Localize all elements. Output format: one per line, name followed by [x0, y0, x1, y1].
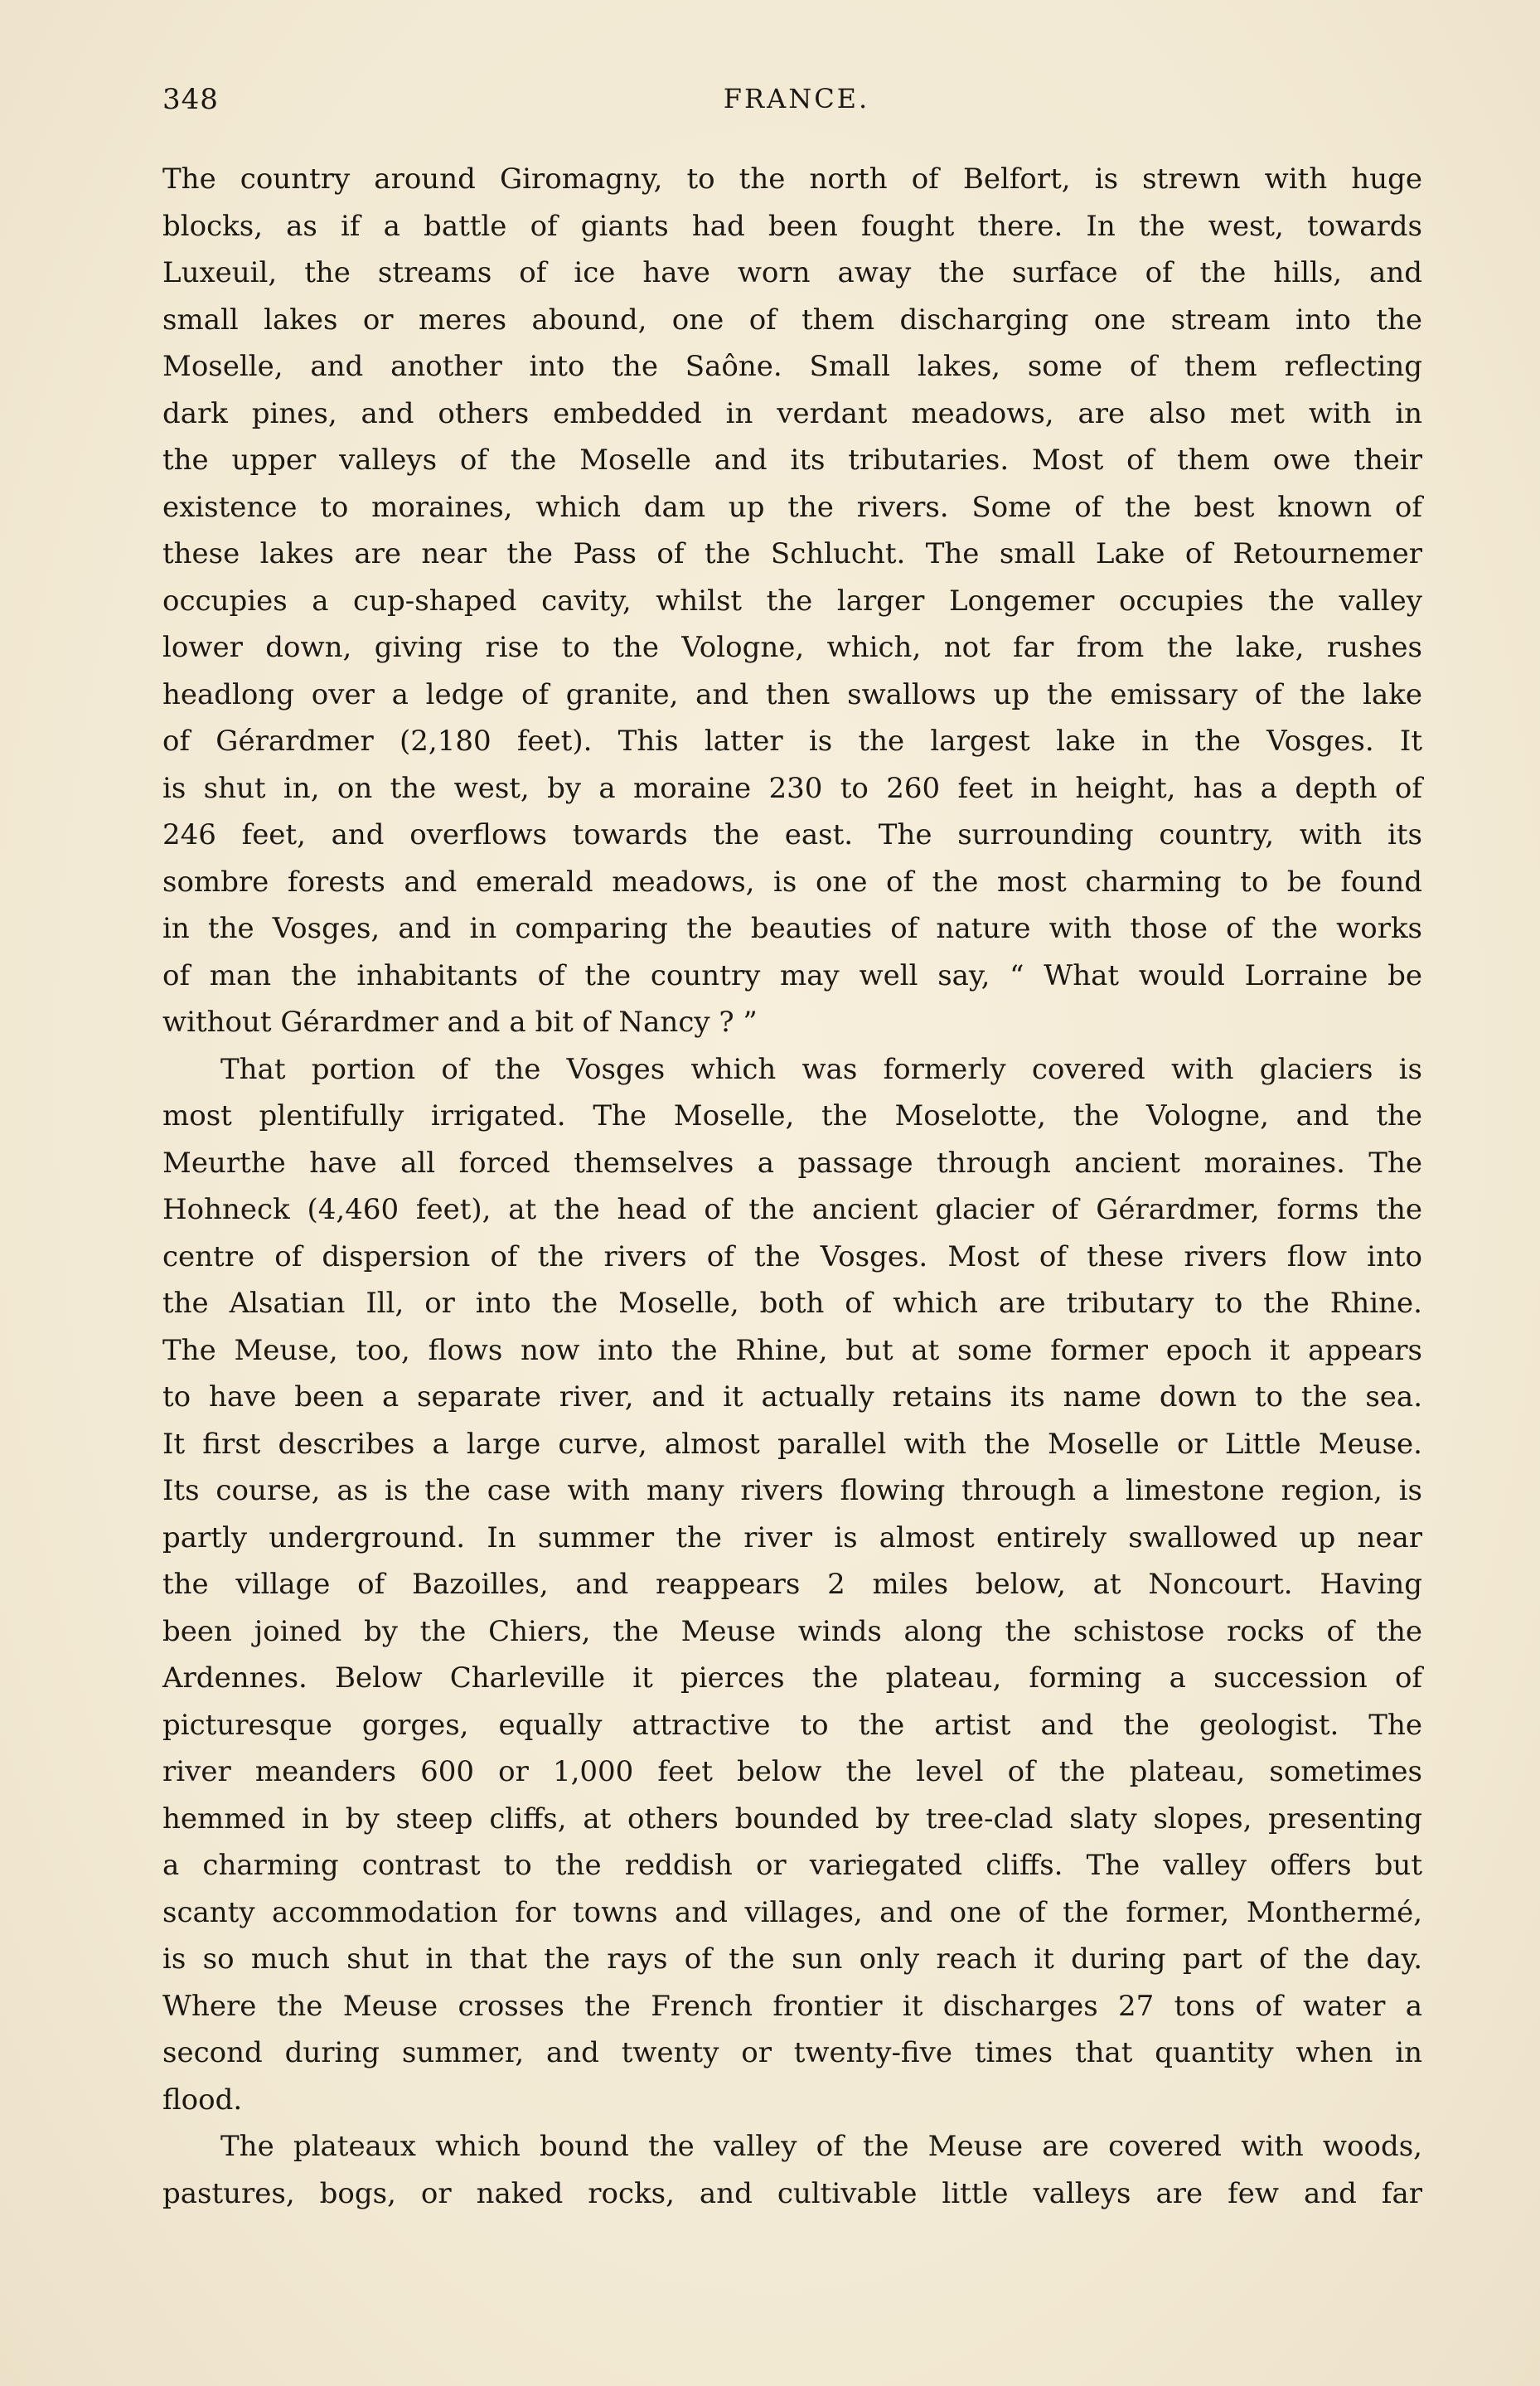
running-head — [162, 83, 1431, 133]
text-line: pastures, bogs, or naked rocks, and cultivable little valleys are few and far — [162, 2176, 1422, 2210]
text-line: Meurthe have all forced themselves a passage through ancient moraines. The — [162, 1146, 1422, 1180]
text-line: lower down, giving rise to the Vologne, which, not far from the lake, rushes — [162, 631, 1422, 664]
text-line: the upper valleys of the Moselle and its tributaries. Most of them owe their — [162, 444, 1422, 477]
text-line: scanty accommodation for towns and villages, and one of the former, Monthermé, — [162, 1895, 1422, 1929]
text-line: to have been a separate river, and it actually retains its name down to the sea. — [162, 1380, 1422, 1414]
text-line: second during summer, and twenty or twenty-five times that quantity when in — [162, 2036, 1422, 2069]
paragraph — [162, 1046, 1422, 2124]
page-number: 348 — [162, 83, 219, 116]
text-line: these lakes are near the Pass of the Schlucht. The small Lake of Retournemer — [162, 537, 1422, 570]
text-line: small lakes or meres abound, one of them discharging one stream into the — [162, 303, 1422, 337]
text-line: occupies a cup-shaped cavity, whilst the larger Longemer occupies the valley — [162, 584, 1422, 618]
text-line: The plateaux which bound the valley of the Meuse are covered with woods, — [220, 2130, 1422, 2163]
text-line: Luxeuil, the streams of ice have worn away the surface of the hills, and — [162, 256, 1422, 289]
text-line: Hohneck (4,460 feet), at the head of the ancient glacier of Gérardmer, forms the — [162, 1193, 1422, 1226]
text-line: river meanders 600 or 1,000 feet below the level of the plateau, sometimes — [162, 1755, 1422, 1788]
text-line: the village of Bazoilles, and reappears 2 miles below, at Noncourt. Having — [162, 1568, 1422, 1601]
text-line: existence to moraines, which dam up the rivers. Some of the best known of — [162, 490, 1422, 524]
text-line: That portion of the Vosges which was formerly covered with glaciers is — [220, 1052, 1422, 1086]
text-line: It first describes a large curve, almost parallel with the Moselle or Little Meuse. — [162, 1427, 1422, 1461]
text-line: without Gérardmer and a bit of Nancy ? ” — [162, 1006, 758, 1039]
paragraph — [162, 2123, 1422, 2217]
text-line: Where the Meuse crosses the French frontier it discharges 27 tons of water a — [162, 1989, 1422, 2023]
text-line: hemmed in by steep cliffs, at others bounded by tree-clad slaty slopes, presenting — [162, 1802, 1422, 1836]
text-line: most plentifully irrigated. The Moselle, the Moselotte, the Vologne, and the — [162, 1099, 1422, 1132]
text-line: The country around Giromagny, to the north of Belfort, is strewn with huge — [162, 162, 1422, 196]
text-line: in the Vosges, and in comparing the beauties of nature with those of the works — [162, 912, 1422, 945]
text-line: Moselle, and another into the Saône. Small lakes, some of them reflecting — [162, 350, 1422, 383]
text-line: sombre forests and emerald meadows, is one of the most charming to be found — [162, 865, 1422, 899]
text-line: of Gérardmer (2,180 feet). This latter is the largest lake in the Vosges. It — [162, 725, 1422, 758]
text-line: The Meuse, too, flows now into the Rhine, but at some former epoch it appears — [162, 1333, 1422, 1367]
text-line: centre of dispersion of the rivers of the Vosges. Most of these rivers flow into — [162, 1239, 1422, 1273]
text-line: of man the inhabitants of the country may well say, “ What would Lorraine be — [162, 958, 1422, 992]
paragraph — [162, 156, 1422, 1046]
text-line: headlong over a ledge of granite, and then swallows up the emissary of the lake — [162, 677, 1422, 711]
text-line: Its course, as is the case with many rivers flowing through a limestone region, is — [162, 1474, 1422, 1507]
text-line: been joined by the Chiers, the Meuse winds along the schistose rocks of the — [162, 1614, 1422, 1648]
text-line: blocks, as if a battle of giants had been fought there. In the west, towards — [162, 209, 1422, 243]
text-line: partly underground. In summer the river is almost entirely swallowed up near — [162, 1520, 1422, 1554]
text-line: the Alsatian Ill, or into the Moselle, both of which are tributary to the Rhine. — [162, 1287, 1422, 1320]
text-line: dark pines, and others embedded in verdant meadows, are also met with in — [162, 396, 1422, 430]
text-line: Ardennes. Below Charleville it pierces the plateau, forming a succession of — [162, 1661, 1422, 1695]
body-text — [162, 156, 1422, 2217]
text-line: 246 feet, and overflows towards the east. The surrounding country, with its — [162, 818, 1422, 851]
text-line: is shut in, on the west, by a moraine 230 to 260 feet in height, has a depth of — [162, 771, 1422, 805]
running-title: FRANCE. — [723, 83, 870, 114]
text-line: is so much shut in that the rays of the sun only reach it during part of the day. — [162, 1942, 1422, 1976]
text-line: picturesque gorges, equally attractive to the artist and the geologist. The — [162, 1708, 1422, 1742]
text-line: a charming contrast to the reddish or variegated cliffs. The valley offers but — [162, 1849, 1422, 1882]
text-line: flood. — [162, 2083, 243, 2117]
